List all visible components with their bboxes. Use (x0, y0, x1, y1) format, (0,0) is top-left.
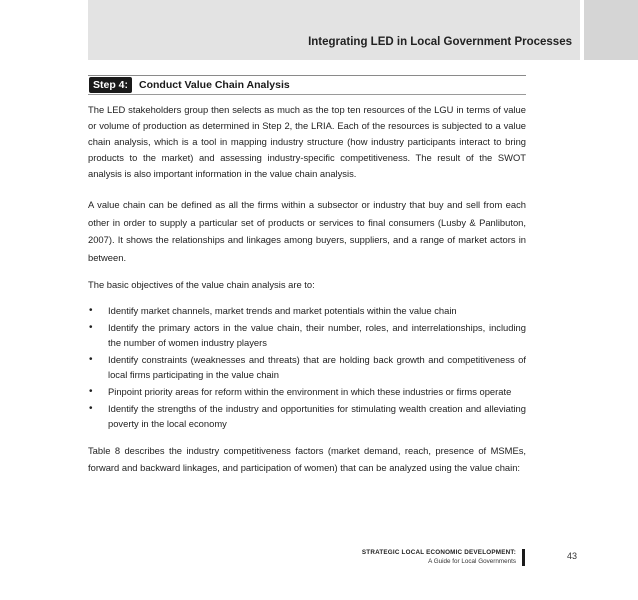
bullet-icon: • (89, 386, 93, 397)
footer-book-title: STRATEGIC LOCAL ECONOMIC DEVELOPMENT: (361, 549, 516, 556)
list-item (88, 401, 526, 431)
step-top-rule (88, 75, 526, 76)
body-content (88, 102, 526, 476)
bullet-icon: • (89, 305, 93, 316)
bullet-icon: • (89, 403, 93, 414)
list-item-text: Identify the primary actors in the value chain, their number, roles, and interrelationships, including the number of women industry players (108, 322, 526, 348)
header-band (88, 0, 580, 60)
list-item (88, 384, 526, 399)
paragraph-table-intro: Table 8 describes the industry competitiveness factors (market demand, reach, presence of MSMEs, forward and backward linkages, and participation of women) that can be analyzed using the value chain: (88, 445, 526, 473)
paragraph-definition: A value chain can be defined as all the firms within a subsector or industry that buy and sell from each other in order to supply a particular set of products or services to final consumers (Lusby & Panlibuton, 2007). It shows the relationships and linkages among buyers, suppliers, and a range of market actors in between. (88, 199, 526, 263)
list-item (88, 352, 526, 382)
step-title: Conduct Value Chain Analysis (139, 79, 290, 91)
list-item-text: Identify constraints (weaknesses and threats) that are holding back growth and competitiveness of local firms participating in the value chain (108, 354, 526, 380)
list-item (88, 320, 526, 350)
paragraph-objectives-lead: The basic objectives of the value chain analysis are to: (88, 279, 315, 290)
step-badge: Step 4: (89, 77, 132, 93)
page-number: 43 (567, 551, 578, 561)
objectives-list (88, 303, 526, 431)
list-item-text: Identify market channels, market trends and market potentials within the value chain (108, 305, 457, 316)
header-tab (584, 0, 638, 60)
list-item-text: Identify the strengths of the industry and opportunities for stimulating wealth creation and alleviating poverty in the local economy (108, 403, 526, 429)
step-bottom-rule (88, 94, 526, 95)
list-item-text: Pinpoint priority areas for reform within the environment in which these industries or firms operate (108, 386, 512, 397)
running-header-title: Integrating LED in Local Government Processes (308, 36, 572, 48)
list-item (88, 303, 526, 318)
bullet-icon: • (89, 322, 93, 333)
bullet-icon: • (89, 354, 93, 365)
footer-book-subtitle: A Guide for Local Governments (428, 558, 516, 565)
footer-divider (522, 549, 525, 566)
paragraph-intro: The LED stakeholders group then selects as much as the top ten resources of the LGU in terms of value or volume of production as determined in Step 2, the LRIA. Each of the resources is subjected to a value chain analysis, which is a tool in mapping industry structure (how industry participants interact to bring products to the market) and assessing industry-specific competitiveness. The result of the SWOT analysis is also important information in the value chain analysis. (88, 104, 526, 179)
